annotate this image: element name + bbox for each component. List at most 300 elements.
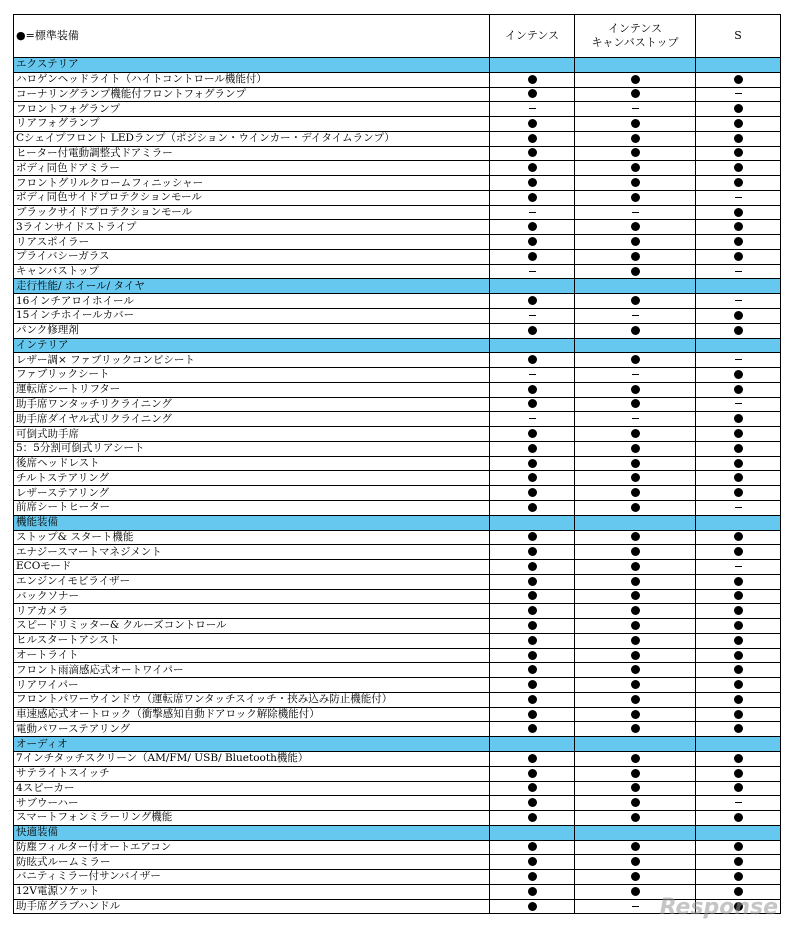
response-watermark: Response <box>659 895 778 920</box>
not-available-dash-icon <box>632 906 639 907</box>
feature-name: フロントフォグランプ <box>14 102 490 117</box>
column-header-intense-canvas-top <box>575 15 696 58</box>
section-header-row <box>14 825 781 840</box>
section-blank-cell <box>696 515 781 530</box>
standard-dot-icon <box>631 754 640 763</box>
feature-name: チルトステアリング <box>14 471 490 486</box>
standard-dot-icon <box>528 326 537 335</box>
feature-name: ボディ同色サイドプロテクションモール <box>14 190 490 205</box>
feature-name: サテライトスイッチ <box>14 766 490 781</box>
availability-cell <box>696 235 781 250</box>
availability-cell <box>696 102 781 117</box>
availability-cell <box>575 190 696 205</box>
availability-cell <box>490 633 575 648</box>
availability-cell <box>490 131 575 146</box>
availability-cell <box>490 427 575 442</box>
standard-dot-icon <box>528 680 537 689</box>
availability-cell <box>696 619 781 634</box>
availability-cell <box>490 766 575 781</box>
availability-cell <box>575 751 696 766</box>
table-row <box>14 190 781 205</box>
availability-cell <box>575 220 696 235</box>
availability-cell <box>696 220 781 235</box>
availability-cell <box>575 545 696 560</box>
section-title: エクステリア <box>14 58 490 73</box>
standard-dot-icon <box>734 547 743 556</box>
availability-cell <box>575 840 696 855</box>
availability-cell <box>696 427 781 442</box>
availability-cell <box>696 471 781 486</box>
table-row <box>14 131 781 146</box>
availability-cell <box>575 205 696 220</box>
table-row <box>14 456 781 471</box>
availability-cell <box>575 870 696 885</box>
feature-name: サブウーハー <box>14 796 490 811</box>
availability-cell <box>575 249 696 264</box>
standard-dot-icon <box>528 222 537 231</box>
feature-name: 防塵フィルター付オートエアコン <box>14 840 490 855</box>
availability-cell <box>575 560 696 575</box>
standard-dot-icon <box>734 532 743 541</box>
availability-cell <box>490 678 575 693</box>
availability-cell <box>490 309 575 324</box>
not-available-dash-icon <box>529 271 536 272</box>
availability-cell <box>696 692 781 707</box>
availability-cell <box>696 870 781 885</box>
standard-dot-icon <box>631 326 640 335</box>
availability-cell <box>490 87 575 102</box>
standard-dot-icon <box>528 237 537 246</box>
standard-dot-icon <box>631 178 640 187</box>
availability-cell <box>696 117 781 132</box>
section-blank-cell <box>490 58 575 73</box>
standard-dot-icon <box>528 429 537 438</box>
table-row <box>14 146 781 161</box>
availability-cell <box>490 781 575 796</box>
standard-dot-icon <box>631 577 640 586</box>
availability-cell <box>490 471 575 486</box>
availability-cell <box>575 294 696 309</box>
standard-dot-icon <box>734 237 743 246</box>
not-available-dash-icon <box>735 93 742 94</box>
section-title: インテリア <box>14 338 490 353</box>
feature-name: ストップ& スタート機能 <box>14 530 490 545</box>
table-row <box>14 176 781 191</box>
availability-cell <box>490 663 575 678</box>
table-row <box>14 205 781 220</box>
section-blank-cell <box>490 338 575 353</box>
section-blank-cell <box>575 338 696 353</box>
table-row <box>14 560 781 575</box>
standard-dot-icon <box>734 429 743 438</box>
availability-cell <box>575 72 696 87</box>
section-blank-cell <box>575 737 696 752</box>
availability-cell <box>490 264 575 279</box>
section-header-row <box>14 338 781 353</box>
availability-cell <box>490 545 575 560</box>
availability-cell <box>490 176 575 191</box>
standard-dot-icon <box>631 710 640 719</box>
section-header-row <box>14 737 781 752</box>
availability-cell <box>575 722 696 737</box>
not-available-dash-icon <box>735 300 742 301</box>
availability-cell <box>696 353 781 368</box>
section-title: オーディオ <box>14 737 490 752</box>
standard-dot-icon <box>528 134 537 143</box>
feature-name: 12V電源ソケット <box>14 884 490 899</box>
column-header-intense: インテンス <box>490 15 575 58</box>
not-available-dash-icon <box>735 507 742 508</box>
availability-cell <box>696 368 781 383</box>
standard-dot-icon <box>631 872 640 881</box>
standard-dot-icon <box>528 902 537 911</box>
feature-name: 前席シートヒーター <box>14 500 490 515</box>
standard-dot-icon <box>528 710 537 719</box>
standard-dot-icon <box>734 769 743 778</box>
standard-dot-icon <box>528 872 537 881</box>
availability-cell <box>575 855 696 870</box>
availability-cell <box>696 855 781 870</box>
standard-dot-icon <box>734 414 743 423</box>
standard-dot-icon <box>734 872 743 881</box>
section-blank-cell <box>696 279 781 294</box>
section-blank-cell <box>575 515 696 530</box>
standard-dot-icon <box>631 193 640 202</box>
availability-cell <box>575 663 696 678</box>
feature-name: ブラックサイドプロテクションモール <box>14 205 490 220</box>
standard-dot-icon <box>631 695 640 704</box>
availability-cell <box>490 899 575 914</box>
table-row <box>14 604 781 619</box>
availability-cell <box>575 131 696 146</box>
availability-cell <box>575 412 696 427</box>
feature-name: コーナリングランプ機能付フロントフォグランプ <box>14 87 490 102</box>
availability-cell <box>490 589 575 604</box>
availability-cell <box>490 294 575 309</box>
standard-dot-icon <box>631 163 640 172</box>
section-title: 機能装備 <box>14 515 490 530</box>
availability-cell <box>696 486 781 501</box>
availability-cell <box>696 530 781 545</box>
standard-dot-icon <box>631 591 640 600</box>
feature-name: ハロゲンヘッドライト（ハイトコントロール機能付） <box>14 72 490 87</box>
column-header-line: キャンバストップ <box>591 36 679 49</box>
feature-name: キャンバストップ <box>14 264 490 279</box>
availability-cell <box>696 294 781 309</box>
standard-dot-icon <box>631 267 640 276</box>
standard-dot-icon <box>528 444 537 453</box>
feature-name: オートライト <box>14 648 490 663</box>
availability-cell <box>490 648 575 663</box>
not-available-dash-icon <box>735 271 742 272</box>
standard-dot-icon <box>631 857 640 866</box>
standard-dot-icon <box>734 710 743 719</box>
availability-cell <box>696 72 781 87</box>
standard-dot-icon <box>528 399 537 408</box>
availability-cell <box>696 604 781 619</box>
table-row <box>14 87 781 102</box>
standard-dot-icon <box>528 252 537 261</box>
standard-dot-icon <box>631 252 640 261</box>
table-row <box>14 781 781 796</box>
availability-cell <box>696 441 781 456</box>
table-row <box>14 117 781 132</box>
availability-cell <box>696 781 781 796</box>
feature-name: 4スピーカー <box>14 781 490 796</box>
feature-name: ボディ同色ドアミラー <box>14 161 490 176</box>
availability-cell <box>696 176 781 191</box>
not-available-dash-icon <box>632 315 639 316</box>
standard-dot-icon <box>734 134 743 143</box>
standard-dot-icon <box>528 651 537 660</box>
standard-dot-icon <box>734 857 743 866</box>
table-row <box>14 441 781 456</box>
feature-name: 16インチアロイホイール <box>14 294 490 309</box>
availability-cell <box>575 707 696 722</box>
availability-cell <box>696 574 781 589</box>
standard-dot-icon <box>631 680 640 689</box>
availability-cell <box>575 264 696 279</box>
standard-dot-icon <box>528 89 537 98</box>
standard-dot-icon <box>631 148 640 157</box>
availability-cell <box>490 412 575 427</box>
standard-dot-icon <box>734 178 743 187</box>
table-row <box>14 471 781 486</box>
availability-cell <box>490 870 575 885</box>
section-title: 快適装備 <box>14 825 490 840</box>
feature-name: 車速感応式オートロック（衝撃感知自動ドアロック解除機能付） <box>14 707 490 722</box>
standard-dot-icon <box>528 724 537 733</box>
section-blank-cell <box>575 58 696 73</box>
table-row <box>14 427 781 442</box>
table-row <box>14 766 781 781</box>
standard-dot-icon <box>528 769 537 778</box>
availability-cell <box>575 456 696 471</box>
availability-cell <box>575 427 696 442</box>
standard-dot-icon <box>528 547 537 556</box>
table-row <box>14 412 781 427</box>
availability-cell <box>490 146 575 161</box>
availability-cell <box>575 530 696 545</box>
standard-dot-icon <box>734 370 743 379</box>
standard-dot-icon <box>631 636 640 645</box>
standard-dot-icon <box>528 459 537 468</box>
table-row <box>14 648 781 663</box>
availability-cell <box>575 781 696 796</box>
standard-dot-icon <box>631 222 640 231</box>
table-row <box>14 500 781 515</box>
section-header-row <box>14 58 781 73</box>
feature-name: エンジンイモビライザー <box>14 574 490 589</box>
availability-cell <box>575 589 696 604</box>
section-header-row <box>14 515 781 530</box>
availability-cell <box>490 441 575 456</box>
availability-cell <box>696 545 781 560</box>
availability-cell <box>696 633 781 648</box>
section-title: 走行性能/ ホイール/ タイヤ <box>14 279 490 294</box>
availability-cell <box>490 811 575 826</box>
section-blank-cell <box>575 279 696 294</box>
feature-name: ECOモード <box>14 560 490 575</box>
availability-cell <box>575 500 696 515</box>
availability-cell <box>575 323 696 338</box>
not-available-dash-icon <box>529 212 536 213</box>
table-row <box>14 574 781 589</box>
table-row <box>14 161 781 176</box>
section-blank-cell <box>490 825 575 840</box>
standard-dot-icon <box>631 399 640 408</box>
feature-name: リアワイパー <box>14 678 490 693</box>
standard-dot-icon <box>734 444 743 453</box>
standard-dot-icon <box>631 842 640 851</box>
standard-dot-icon <box>528 813 537 822</box>
standard-dot-icon <box>631 606 640 615</box>
availability-cell <box>696 707 781 722</box>
not-available-dash-icon <box>632 108 639 109</box>
legend-label: ●=標準装備 <box>14 15 490 58</box>
standard-dot-icon <box>528 488 537 497</box>
standard-dot-icon <box>528 503 537 512</box>
standard-dot-icon <box>734 621 743 630</box>
table-row <box>14 294 781 309</box>
availability-cell <box>490 249 575 264</box>
feature-name: 防眩式ルームミラー <box>14 855 490 870</box>
availability-cell <box>696 722 781 737</box>
availability-cell <box>696 678 781 693</box>
availability-cell <box>575 678 696 693</box>
availability-cell <box>575 796 696 811</box>
availability-cell <box>575 309 696 324</box>
standard-dot-icon <box>528 577 537 586</box>
standard-dot-icon <box>734 326 743 335</box>
feature-name: リアフォグランプ <box>14 117 490 132</box>
section-blank-cell <box>575 825 696 840</box>
not-available-dash-icon <box>735 359 742 360</box>
feature-name: パンク修理剤 <box>14 323 490 338</box>
availability-cell <box>490 707 575 722</box>
standard-dot-icon <box>528 857 537 866</box>
table-row <box>14 397 781 412</box>
table-row <box>14 663 781 678</box>
table-row <box>14 707 781 722</box>
availability-cell <box>696 190 781 205</box>
standard-dot-icon <box>734 473 743 482</box>
feature-name: 後席ヘッドレスト <box>14 456 490 471</box>
standard-dot-icon <box>631 237 640 246</box>
standard-dot-icon <box>734 75 743 84</box>
standard-dot-icon <box>631 532 640 541</box>
feature-name: レザーステアリング <box>14 486 490 501</box>
standard-dot-icon <box>631 621 640 630</box>
standard-dot-icon <box>734 813 743 822</box>
availability-cell <box>575 766 696 781</box>
standard-dot-icon <box>734 459 743 468</box>
availability-cell <box>696 87 781 102</box>
standard-dot-icon <box>528 532 537 541</box>
standard-dot-icon <box>631 665 640 674</box>
table-header <box>14 15 781 58</box>
availability-cell <box>696 323 781 338</box>
section-header-row <box>14 279 781 294</box>
standard-dot-icon <box>734 488 743 497</box>
standard-dot-icon <box>528 621 537 630</box>
availability-cell <box>490 722 575 737</box>
availability-cell <box>575 604 696 619</box>
section-blank-cell <box>696 825 781 840</box>
feature-name: エナジースマートマネジメント <box>14 545 490 560</box>
availability-cell <box>575 87 696 102</box>
feature-name: 15インチホイールカバー <box>14 309 490 324</box>
availability-cell <box>696 205 781 220</box>
standard-dot-icon <box>734 577 743 586</box>
standard-dot-icon <box>528 695 537 704</box>
standard-dot-icon <box>631 75 640 84</box>
standard-dot-icon <box>528 798 537 807</box>
availability-cell <box>696 766 781 781</box>
not-available-dash-icon <box>632 374 639 375</box>
feature-name: 電動パワーステアリング <box>14 722 490 737</box>
table-row <box>14 323 781 338</box>
standard-dot-icon <box>734 842 743 851</box>
standard-dot-icon <box>528 473 537 482</box>
feature-name: バックソナー <box>14 589 490 604</box>
availability-cell <box>696 382 781 397</box>
standard-dot-icon <box>631 503 640 512</box>
availability-cell <box>490 486 575 501</box>
availability-cell <box>490 102 575 117</box>
feature-name: 3ラインサイドストライプ <box>14 220 490 235</box>
availability-cell <box>696 264 781 279</box>
availability-cell <box>575 102 696 117</box>
feature-name: 7インチタッチスクリーン（AM/FM/ USB/ Bluetooth機能） <box>14 751 490 766</box>
availability-cell <box>490 368 575 383</box>
feature-name: ファブリックシート <box>14 368 490 383</box>
section-blank-cell <box>696 737 781 752</box>
availability-cell <box>490 235 575 250</box>
standard-dot-icon <box>528 591 537 600</box>
availability-cell <box>490 500 575 515</box>
section-blank-cell <box>490 515 575 530</box>
availability-cell <box>696 751 781 766</box>
availability-cell <box>696 796 781 811</box>
table-row <box>14 486 781 501</box>
availability-cell <box>490 840 575 855</box>
column-header-line: インテンス <box>607 22 663 35</box>
standard-dot-icon <box>631 769 640 778</box>
availability-cell <box>490 72 575 87</box>
availability-cell <box>575 397 696 412</box>
not-available-dash-icon <box>529 108 536 109</box>
table-row <box>14 368 781 383</box>
not-available-dash-icon <box>529 315 536 316</box>
feature-name: 助手席グラブハンドル <box>14 899 490 914</box>
standard-dot-icon <box>734 252 743 261</box>
standard-dot-icon <box>528 148 537 157</box>
availability-cell <box>490 323 575 338</box>
table-row <box>14 870 781 885</box>
table-row <box>14 249 781 264</box>
availability-cell <box>696 249 781 264</box>
section-blank-cell <box>490 737 575 752</box>
standard-dot-icon <box>631 119 640 128</box>
availability-cell <box>696 840 781 855</box>
standard-dot-icon <box>528 119 537 128</box>
standard-dot-icon <box>631 724 640 733</box>
availability-cell <box>490 220 575 235</box>
availability-cell <box>696 412 781 427</box>
feature-name: 助手席ダイヤル式リクライニング <box>14 412 490 427</box>
column-header-s: S <box>696 15 781 58</box>
